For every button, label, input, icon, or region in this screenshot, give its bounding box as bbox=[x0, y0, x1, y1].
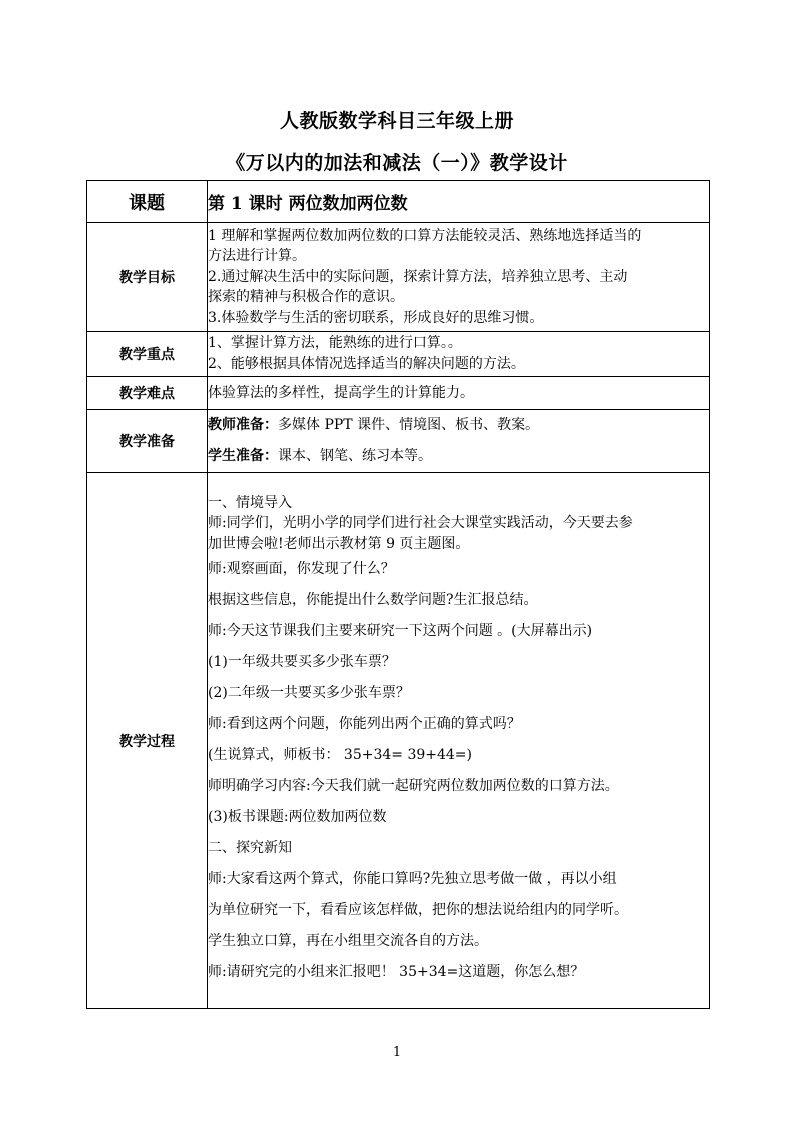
process-line: 一、情境导入 bbox=[208, 494, 292, 511]
process-line: 师:请研究完的小组来汇报吧！ 35+34=这道题，你怎么想？ bbox=[208, 964, 585, 981]
document-title: 人教版数学科目三年级上册 bbox=[279, 110, 514, 132]
page-number: 1 bbox=[392, 1045, 402, 1060]
student-prep-text: 课本、钢笔、练习本等。 bbox=[278, 448, 432, 464]
process-line: 师明确学习内容:今天我们就一起研究两位数加两位数的口算方法。 bbox=[208, 778, 619, 795]
row-lesson bbox=[87, 181, 710, 223]
process-line: 师:大家看这两个算式，你能口算吗?先独立思考做一做 ，再以小组 bbox=[208, 871, 617, 888]
process-body bbox=[208, 554, 709, 988]
preparation-label: 教学准备 bbox=[87, 410, 208, 473]
objective-line: 探索的精神与积极合作的意识。 bbox=[208, 289, 404, 306]
lesson-value: 第 1 课时 两位数加两位数 bbox=[208, 181, 710, 223]
student-prep-line bbox=[208, 441, 709, 472]
row-preparation bbox=[87, 410, 710, 473]
row-process bbox=[87, 473, 710, 1009]
objectives-content bbox=[208, 223, 710, 332]
process-line: (3)板书课题:两位数加两位数 bbox=[208, 809, 387, 826]
row-difficulties bbox=[87, 377, 710, 410]
process-line: 师:观察画面，你发现了什么？ bbox=[208, 561, 395, 578]
process-line: 师:同学们，光明小学的同学们进行社会大课堂实践活动，今天要去参 bbox=[208, 515, 633, 532]
student-prep-label: 学生准备： bbox=[208, 448, 278, 464]
key-points-label: 教学重点 bbox=[87, 332, 208, 377]
process-line: (2)二年级一共要买多少张车票？ bbox=[208, 685, 410, 702]
lesson-plan-table bbox=[86, 180, 710, 1009]
lesson-label: 课题 bbox=[87, 181, 208, 223]
difficulties-content bbox=[208, 377, 710, 410]
process-line: 加世博会啦!老师出示教材第 9 页主题图。 bbox=[208, 535, 470, 552]
process-line: 师:今天这节课我们主要来研究一下这两个问题 。(大屏幕出示) bbox=[208, 623, 593, 640]
objective-line: 3.体验数学与生活的密切联系，形成良好的思维习惯。 bbox=[208, 309, 544, 326]
objective-line: 方法进行计算。 bbox=[208, 248, 306, 265]
process-line: 根据这些信息，你能提出什么数学问题?生汇报总结。 bbox=[208, 592, 538, 609]
document-subtitle: 《万以内的加法和减法（一）》教学设计 bbox=[226, 152, 568, 174]
teacher-prep-text: 多媒体 PPT 课件、情境图、板书、教案。 bbox=[278, 417, 540, 433]
difficulties-label: 教学难点 bbox=[87, 377, 208, 410]
process-line: 为单位研究一下，看看应该怎样做，把你的想法说给组内的同学听。 bbox=[208, 902, 628, 919]
preparation-content bbox=[208, 410, 710, 473]
process-label: 教学过程 bbox=[87, 473, 208, 1009]
row-key-points bbox=[87, 332, 710, 377]
key-points-content bbox=[208, 332, 710, 377]
process-line: (生说算式，师板书： 35+34= 39+44=) bbox=[208, 747, 473, 764]
teacher-prep-line bbox=[208, 410, 709, 441]
key-point-line: 1、掌握计算方法，能熟练的进行口算。。 bbox=[208, 335, 462, 351]
process-line: 师:看到这两个问题，你能列出两个正确的算式吗？ bbox=[208, 716, 521, 733]
process-line: 学生独立口算，再在小组里交流各自的方法。 bbox=[208, 933, 488, 950]
process-line: (1)一年级共要买多少张车票？ bbox=[208, 654, 396, 671]
process-intro bbox=[208, 493, 709, 555]
objective-line: 2.通过解决生活中的实际问题，探索计算方法，培养独立思考、主动 bbox=[208, 268, 628, 285]
row-objectives bbox=[87, 223, 710, 332]
key-point-line: 2、能够根据具体情况选择适当的解决问题的方法。 bbox=[208, 356, 525, 372]
objectives-label: 教学目标 bbox=[87, 223, 208, 332]
process-content bbox=[208, 473, 710, 1009]
process-line: 二、探究新知 bbox=[208, 840, 292, 857]
objective-line: 1 理解和掌握两位数加两位数的口算方法能较灵活、熟练地选择适当的 bbox=[208, 227, 642, 244]
difficulty-line: 体验算法的多样性，提高学生的计算能力。 bbox=[208, 384, 474, 401]
teacher-prep-label: 教师准备： bbox=[208, 417, 278, 433]
